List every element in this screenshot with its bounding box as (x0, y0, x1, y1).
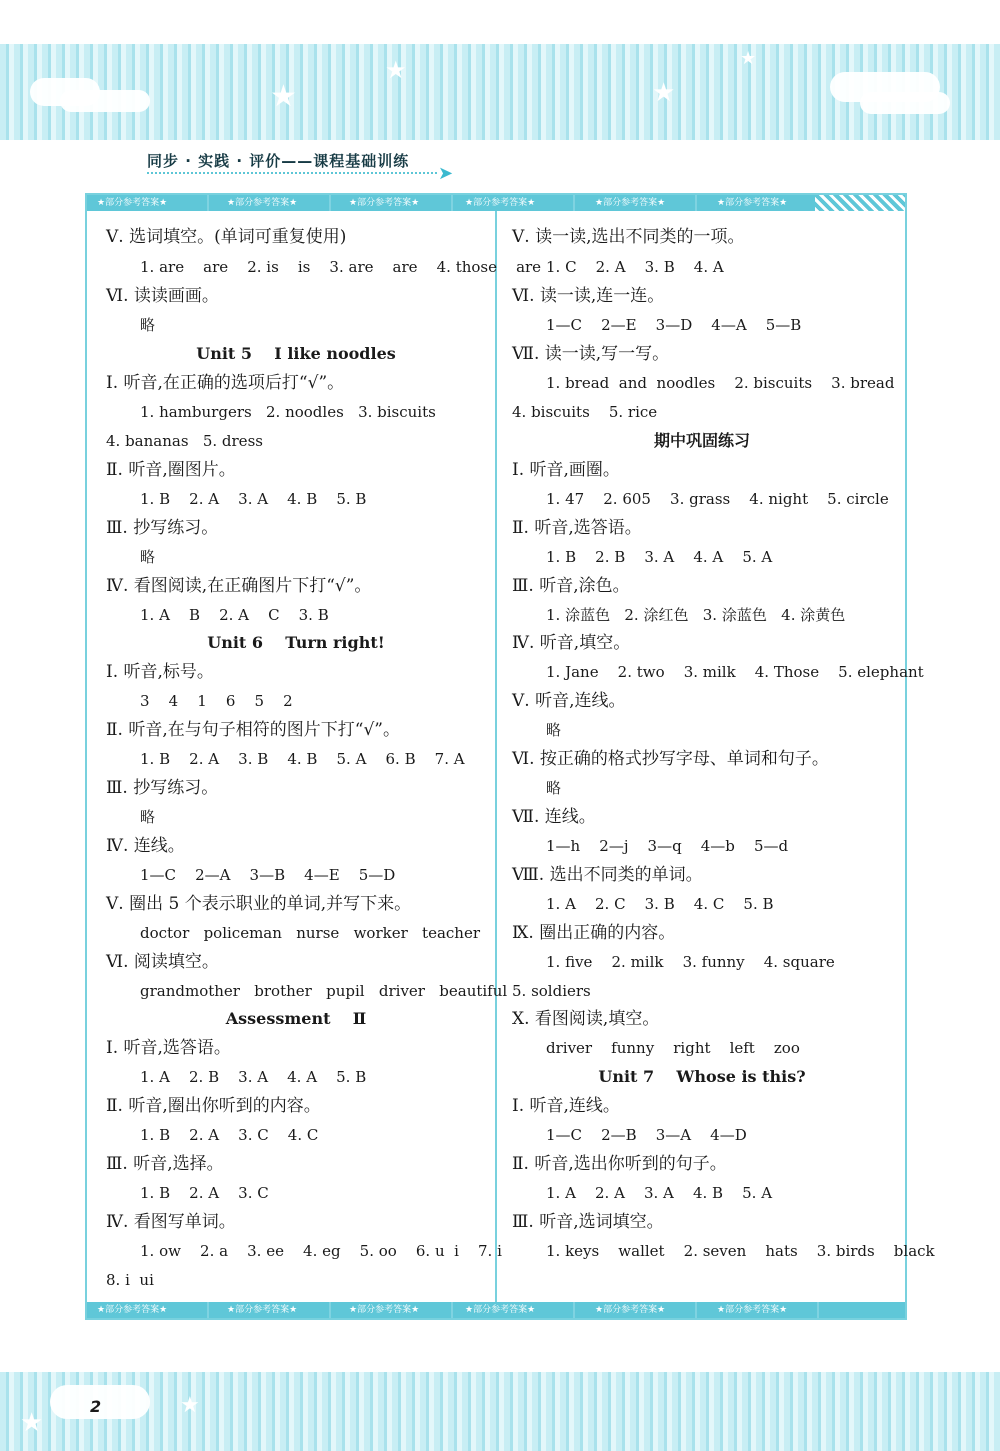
answer-line: 5. soldiers (512, 982, 591, 1000)
question-line: Ⅱ. 听音,选出你听到的句子。 (512, 1154, 727, 1174)
answer-line: 1. Jane 2. two 3. milk 4. Those 5. elephant (546, 663, 924, 681)
answer-line: 1. keys wallet 2. seven hats 3. birds black (546, 1242, 935, 1260)
question-line: Ⅰ. 听音,连线。 (512, 1096, 620, 1116)
section-heading: 期中巩固练习 (653, 431, 750, 450)
answer-line: 4. bananas 5. dress (106, 432, 263, 450)
answer-line: 1. ow 2. a 3. ee 4. eg 5. oo 6. u i 7. i (140, 1242, 502, 1260)
question-line: Ⅳ. 看图写单词。 (106, 1212, 236, 1232)
question-line: Ⅱ. 听音,选答语。 (512, 518, 642, 538)
answer-line: 1. 涂蓝色 2. 涂红色 3. 涂蓝色 4. 涂黄色 (546, 606, 846, 624)
answer-line: 1—C 2—B 3—A 4—D (546, 1126, 747, 1144)
header-divider (147, 172, 437, 174)
frame-bar-label: ★部分参考答案★ (595, 1305, 666, 1315)
answer-line: driver funny right left zoo (546, 1039, 800, 1057)
section-heading: Unit 5 I like noodles (196, 344, 396, 363)
column-divider (495, 211, 497, 1302)
bottom-decorative-band (0, 1372, 1000, 1451)
question-line: Ⅵ. 读读画画。 (106, 286, 219, 306)
answer-line: 1. C 2. A 3. B 4. A (546, 258, 724, 276)
star-icon: ★ (740, 48, 757, 69)
question-line: Ⅲ. 听音,涂色。 (512, 576, 630, 596)
question-line: Ⅴ. 选词填空。(单词可重复使用) (106, 227, 347, 247)
question-line: Ⅹ. 看图阅读,填空。 (512, 1009, 660, 1029)
answer-line: 1. five 2. milk 3. funny 4. square (546, 953, 835, 971)
answer-line: 1—h 2—j 3—q 4—b 5—d (546, 837, 789, 855)
answer-line: 1. are are 2. is is 3. are are 4. those are (140, 258, 542, 276)
answer-line: 4. biscuits 5. rice (512, 403, 658, 421)
question-line: Ⅳ. 连线。 (106, 836, 185, 856)
section-heading: Unit 6 Turn right! (207, 633, 385, 652)
frame-bar-label: ★部分参考答案★ (227, 198, 298, 208)
question-line: Ⅵ. 阅读填空。 (106, 952, 219, 972)
answer-line: 略 (140, 316, 156, 334)
answer-line: 略 (140, 548, 156, 566)
star-icon: ★ (270, 79, 297, 114)
frame-bar-label: ★部分参考答案★ (465, 198, 536, 208)
frame-bar-label: ★部分参考答案★ (349, 198, 420, 208)
question-line: Ⅶ. 读一读,写一写。 (512, 344, 670, 364)
answer-line: 1—C 2—E 3—D 4—A 5—B (546, 316, 802, 334)
answer-line: 1. B 2. A 3. C (140, 1184, 269, 1202)
frame-top-bar (87, 195, 905, 211)
answer-line: grandmother brother pupil driver beautiful (140, 982, 508, 1000)
answer-line: 1. hamburgers 2. noodles 3. biscuits (140, 403, 436, 421)
frame-bar-label: ★部分参考答案★ (97, 198, 168, 208)
question-line: Ⅱ. 听音,圈出你听到的内容。 (106, 1096, 321, 1116)
answer-line: 1. 47 2. 605 3. grass 4. night 5. circle (546, 490, 889, 508)
question-line: Ⅲ. 抄写练习。 (106, 778, 219, 798)
frame-bottom-bar (87, 1302, 905, 1318)
answer-line: doctor policeman nurse worker teacher (140, 924, 481, 942)
cloud-decoration (860, 92, 950, 114)
question-line: Ⅰ. 听音,画圈。 (512, 460, 620, 480)
question-line: Ⅵ. 按正确的格式抄写字母、单词和句子。 (512, 749, 829, 769)
question-line: Ⅱ. 听音,圈图片。 (106, 460, 236, 480)
frame-bar-label: ★部分参考答案★ (717, 1305, 788, 1315)
frame-bar-label: ★部分参考答案★ (227, 1305, 298, 1315)
question-line: Ⅰ. 听音,选答语。 (106, 1038, 231, 1058)
running-header-title: 同步 · 实践 · 评价——课程基础训练 (147, 152, 410, 170)
question-line: Ⅶ. 连线。 (512, 807, 596, 827)
question-line: Ⅵ. 读一读,连一连。 (512, 286, 665, 306)
question-line: Ⅴ. 圈出 5 个表示职业的单词,并写下来。 (106, 894, 412, 914)
question-line: Ⅴ. 读一读,选出不同类的一项。 (512, 227, 745, 247)
section-heading: Unit 7 Whose is this? (598, 1067, 806, 1086)
question-line: Ⅰ. 听音,标号。 (106, 662, 214, 682)
cloud-decoration (60, 90, 150, 112)
answer-line: 1. B 2. A 3. B 4. B 5. A 6. B 7. A (140, 750, 465, 768)
answer-line: 8. i ui (106, 1271, 154, 1289)
frame-bar-label: ★部分参考答案★ (595, 198, 666, 208)
answer-line: 1. bread and noodles 2. biscuits 3. bread (546, 374, 895, 392)
answer-line: 略 (546, 779, 562, 797)
answer-line: 3 4 1 6 5 2 (140, 692, 293, 710)
answer-line: 1—C 2—A 3—B 4—E 5—D (140, 866, 396, 884)
question-line: Ⅲ. 听音,选择。 (106, 1154, 224, 1174)
answer-line: 略 (140, 808, 156, 826)
frame-bar-label: ★部分参考答案★ (97, 1305, 168, 1315)
star-icon: ★ (652, 78, 676, 108)
question-line: Ⅸ. 圈出正确的内容。 (512, 923, 676, 943)
question-line: Ⅱ. 听音,在与句子相符的图片下打“√”。 (106, 720, 400, 740)
star-icon: ★ (20, 1408, 44, 1438)
question-line: Ⅷ. 选出不同类的单词。 (512, 865, 703, 885)
question-line: Ⅰ. 听音,在正确的选项后打“√”。 (106, 373, 345, 393)
question-line: Ⅳ. 看图阅读,在正确图片下打“√”。 (106, 576, 372, 596)
answer-line: 1. B 2. B 3. A 4. A 5. A (546, 548, 773, 566)
answer-line: 1. A B 2. A C 3. B (140, 606, 329, 624)
answer-line: 1. A 2. C 3. B 4. C 5. B (546, 895, 774, 913)
frame-bar-label: ★部分参考答案★ (717, 198, 788, 208)
question-line: Ⅳ. 听音,填空。 (512, 633, 631, 653)
section-heading: Assessment Ⅱ (225, 1009, 367, 1028)
answer-line: 1. A 2. B 3. A 4. A 5. B (140, 1068, 367, 1086)
arrow-icon: ➤ (438, 163, 454, 184)
answer-line: 1. A 2. A 3. A 4. B 5. A (546, 1184, 773, 1202)
question-line: Ⅴ. 听音,连线。 (512, 691, 626, 711)
hatch-decoration (815, 195, 905, 211)
frame-bar-label: ★部分参考答案★ (465, 1305, 536, 1315)
page-number: 2 (90, 1397, 102, 1416)
star-icon: ★ (180, 1393, 200, 1418)
question-line: Ⅲ. 听音,选词填空。 (512, 1212, 664, 1232)
answer-line: 略 (546, 721, 562, 739)
star-icon: ★ (385, 56, 407, 84)
answer-line: 1. B 2. A 3. A 4. B 5. B (140, 490, 367, 508)
answer-line: 1. B 2. A 3. C 4. C (140, 1126, 319, 1144)
question-line: Ⅲ. 抄写练习。 (106, 518, 219, 538)
frame-bar-label: ★部分参考答案★ (349, 1305, 420, 1315)
